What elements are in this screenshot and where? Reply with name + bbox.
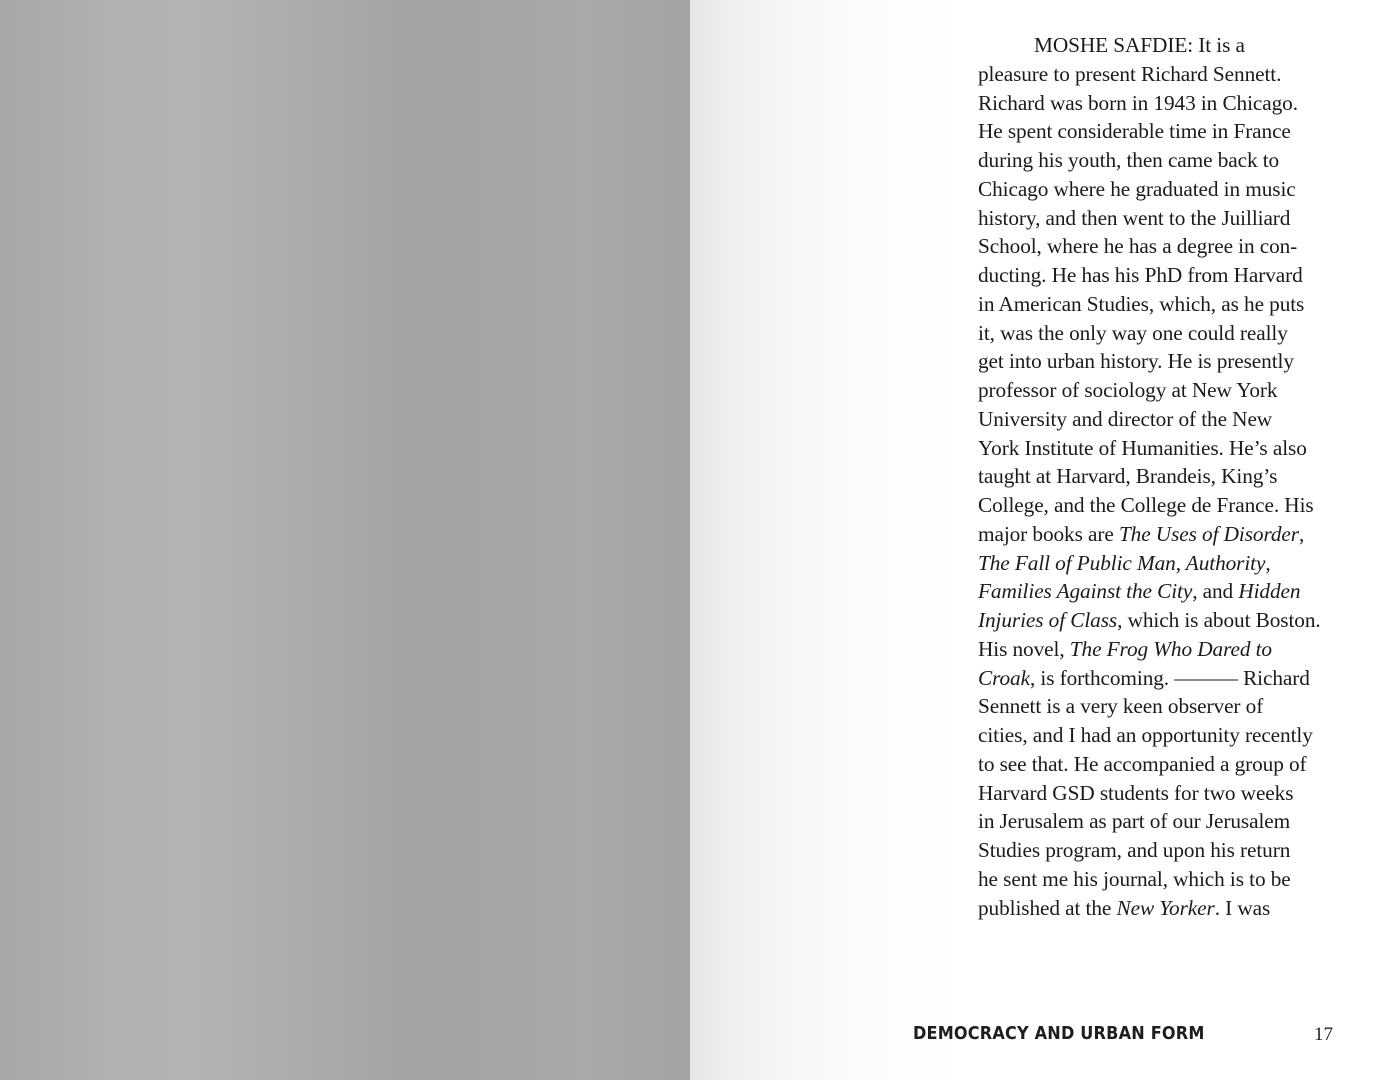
italic-title-run: The Fall of Public Man, Authority bbox=[978, 550, 1266, 575]
italic-title-run: The Frog Who Dared to bbox=[1069, 636, 1272, 661]
text-run: Chicago where he graduated in music bbox=[978, 176, 1296, 201]
text-run: history, and then went to the Juilliard bbox=[978, 205, 1291, 230]
text-line bbox=[978, 692, 1338, 721]
text-run: taught at Harvard, Brandeis, King’s bbox=[978, 464, 1278, 489]
text-line bbox=[978, 549, 1338, 578]
text-line bbox=[978, 117, 1338, 146]
text-run: College, and the College de France. His bbox=[978, 493, 1314, 517]
text-line bbox=[978, 836, 1338, 865]
text-line bbox=[978, 577, 1338, 606]
text-run: Studies program, and upon his return bbox=[978, 838, 1291, 862]
text-run: cities, and I had an opportunity recently bbox=[978, 723, 1313, 747]
text-run: Sennett is a very keen observer of bbox=[978, 694, 1264, 719]
text-line bbox=[978, 261, 1338, 290]
text-line bbox=[978, 520, 1338, 549]
text-run: it, was the only way one could really bbox=[978, 320, 1288, 345]
text-run: , which is about Boston. bbox=[1117, 608, 1321, 632]
text-line bbox=[978, 779, 1338, 808]
italic-title-run: Families Against the City bbox=[978, 579, 1193, 604]
text-line bbox=[978, 290, 1338, 319]
text-line bbox=[978, 865, 1338, 894]
text-run: he sent me his journal, which is to be bbox=[978, 866, 1291, 891]
text-run: MOSHE SAFDIE: It is a bbox=[1034, 33, 1245, 57]
text-line bbox=[978, 89, 1338, 118]
text-line bbox=[978, 894, 1338, 923]
text-line bbox=[978, 319, 1338, 348]
text-run: He spent considerable time in France bbox=[978, 119, 1291, 144]
page-number: 17 bbox=[1314, 1024, 1333, 1045]
text-run: University and director of the New bbox=[978, 406, 1273, 431]
text-line bbox=[978, 491, 1338, 520]
text-line bbox=[978, 807, 1338, 836]
text-run: , bbox=[1265, 550, 1271, 575]
italic-title-run: Croak bbox=[978, 665, 1030, 690]
text-run: , is forthcoming. ——— Richard bbox=[1029, 665, 1310, 690]
text-run: School, where he has a degree in con- bbox=[978, 234, 1298, 259]
italic-title-run: Hidden bbox=[1238, 579, 1301, 604]
text-line bbox=[978, 750, 1338, 779]
text-run: York Institute of Humanities. He’s also bbox=[978, 435, 1307, 460]
text-line bbox=[978, 60, 1338, 89]
text-run: in Jerusalem as part of our Jerusalem bbox=[978, 809, 1291, 834]
text-line bbox=[978, 635, 1338, 664]
text-line bbox=[978, 606, 1338, 635]
text-line bbox=[978, 405, 1338, 434]
text-run: ducting. He has his PhD from Harvard bbox=[978, 263, 1303, 287]
text-line bbox=[978, 347, 1338, 376]
running-head: DEMOCRACY AND URBAN FORM bbox=[913, 1024, 1205, 1044]
text-run: get into urban history. He is presently bbox=[978, 349, 1294, 374]
italic-title-run: The Uses of Disorder bbox=[1118, 521, 1299, 546]
body-text bbox=[978, 31, 1338, 922]
text-run: major books are bbox=[978, 521, 1119, 546]
text-line bbox=[978, 204, 1338, 233]
text-line bbox=[978, 462, 1338, 491]
text-line bbox=[978, 664, 1338, 693]
text-run: to see that. He accompanied a group of bbox=[978, 751, 1307, 776]
text-line bbox=[978, 434, 1338, 463]
text-line bbox=[978, 721, 1338, 750]
text-run: , and bbox=[1192, 579, 1239, 604]
text-run: published at the bbox=[978, 895, 1117, 920]
italic-title-run: Injuries of Class bbox=[978, 608, 1118, 632]
text-run: Richard was born in 1943 in Chicago. bbox=[978, 90, 1298, 115]
italic-title-run: New Yorker bbox=[1116, 895, 1215, 920]
text-run: pleasure to present Richard Sennett. bbox=[978, 61, 1282, 86]
text-run: during his youth, then came back to bbox=[978, 148, 1280, 172]
text-line bbox=[978, 376, 1338, 405]
text-run: . I was bbox=[1214, 895, 1271, 920]
text-line bbox=[978, 146, 1338, 175]
text-run: in American Studies, which, as he puts bbox=[978, 291, 1305, 316]
text-run: His novel, bbox=[978, 636, 1070, 661]
text-line bbox=[978, 31, 1338, 60]
text-line bbox=[978, 175, 1338, 204]
text-line bbox=[978, 232, 1338, 261]
text-run: professor of sociology at New York bbox=[978, 378, 1278, 402]
text-run: , bbox=[1298, 521, 1305, 546]
text-run: Harvard GSD students for two weeks bbox=[978, 780, 1294, 805]
